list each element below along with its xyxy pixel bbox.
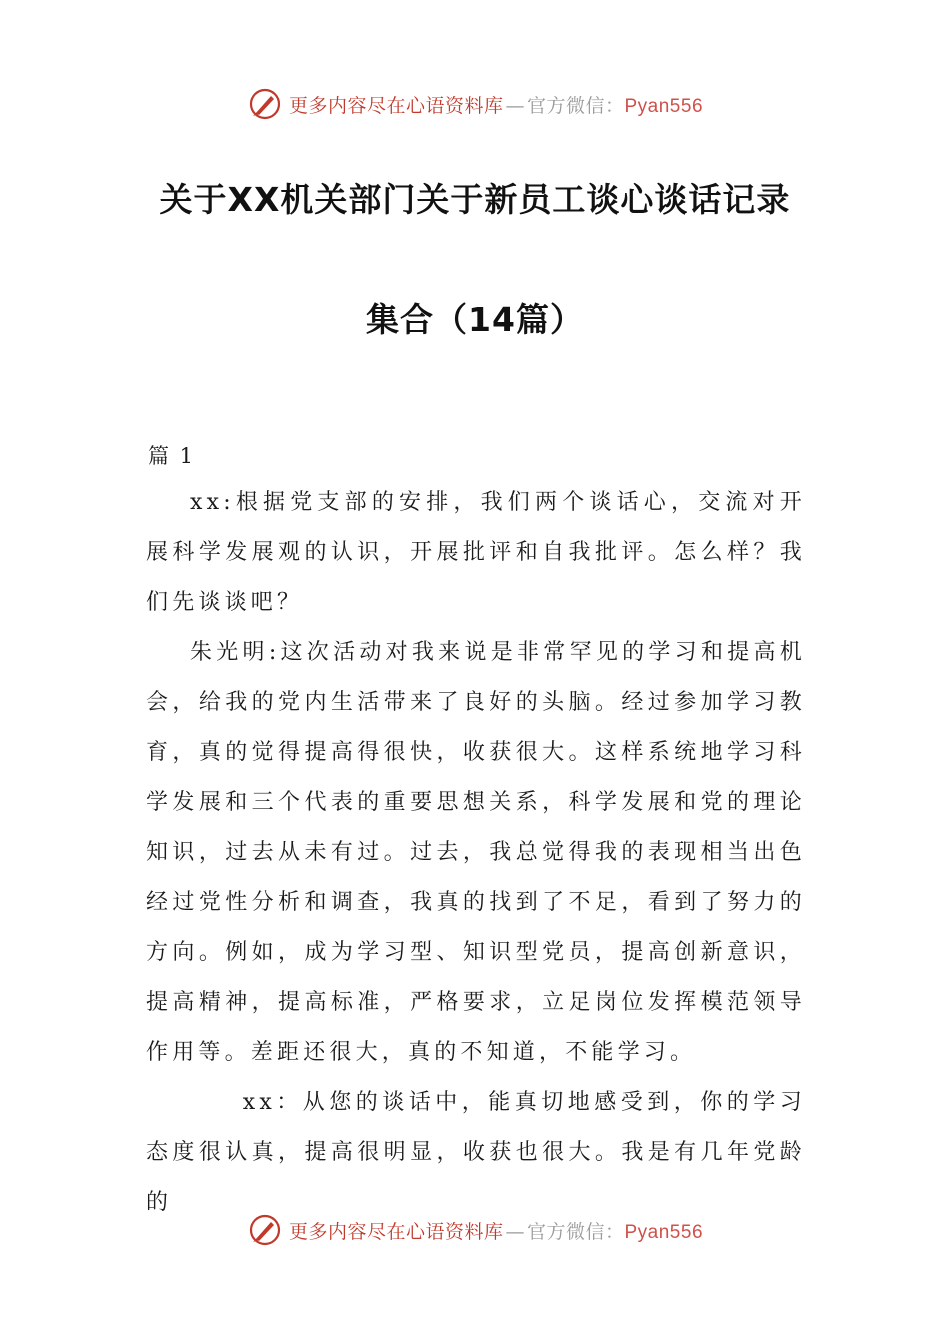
watermark-dash: — — [505, 94, 525, 117]
watermark-wechat-label: 官方微信： — [526, 94, 625, 117]
pen-logo-icon — [247, 86, 283, 122]
watermark-site: 更多内容尽在心语资料库 — [288, 94, 504, 117]
paragraph: 朱光明:这次活动对我来说是非常罕见的学习和提高机会，给我的党内生活带来了良好的头脑。经过参加学习教育，真的觉得提高得很快，收获很大。这样系统地学习科学发展和三个代表的重要思想关系，科学发展和党的理论知识，过去从未有过。过去，我总觉得我的表现相当出色经过党性分析和调查，我真的找到了不足，看到了努力的方向。例如，成为学习型、知识型党员，提高创新意识，提高精神，提高标准，严格要求，立足岗位发挥模范领导作用等。差距还很大，真的不知道，不能学习。 — [146, 640, 806, 1065]
watermark-handle: Pyan556 — [624, 1221, 704, 1243]
section-label: 篇 1 — [148, 444, 196, 468]
paragraph: xx：从您的谈话中，能真切地感受到，你的学习态度很认真，提高很明显，收获也很大。我是有几年党龄的 — [146, 1090, 806, 1215]
watermark-site: 更多内容尽在心语资料库 — [288, 1220, 504, 1243]
watermark-wechat-label: 官方微信： — [526, 1220, 625, 1243]
header-watermark — [0, 84, 950, 124]
document-title-line2: 集合（14篇） — [366, 300, 584, 339]
footer-watermark — [0, 1210, 950, 1250]
pen-logo-icon — [247, 1212, 283, 1248]
paragraph: xx:根据党支部的安排，我们两个谈话心，交流对开展科学发展观的认识，开展批评和自我批评。怎么样？我们先谈谈吧？ — [146, 490, 806, 615]
document-title-line1: 关于XX机关部门关于新员工谈心谈话记录 — [159, 180, 791, 219]
watermark-handle: Pyan556 — [624, 95, 704, 117]
document-body — [146, 478, 806, 1228]
watermark-dash: — — [505, 1220, 525, 1243]
